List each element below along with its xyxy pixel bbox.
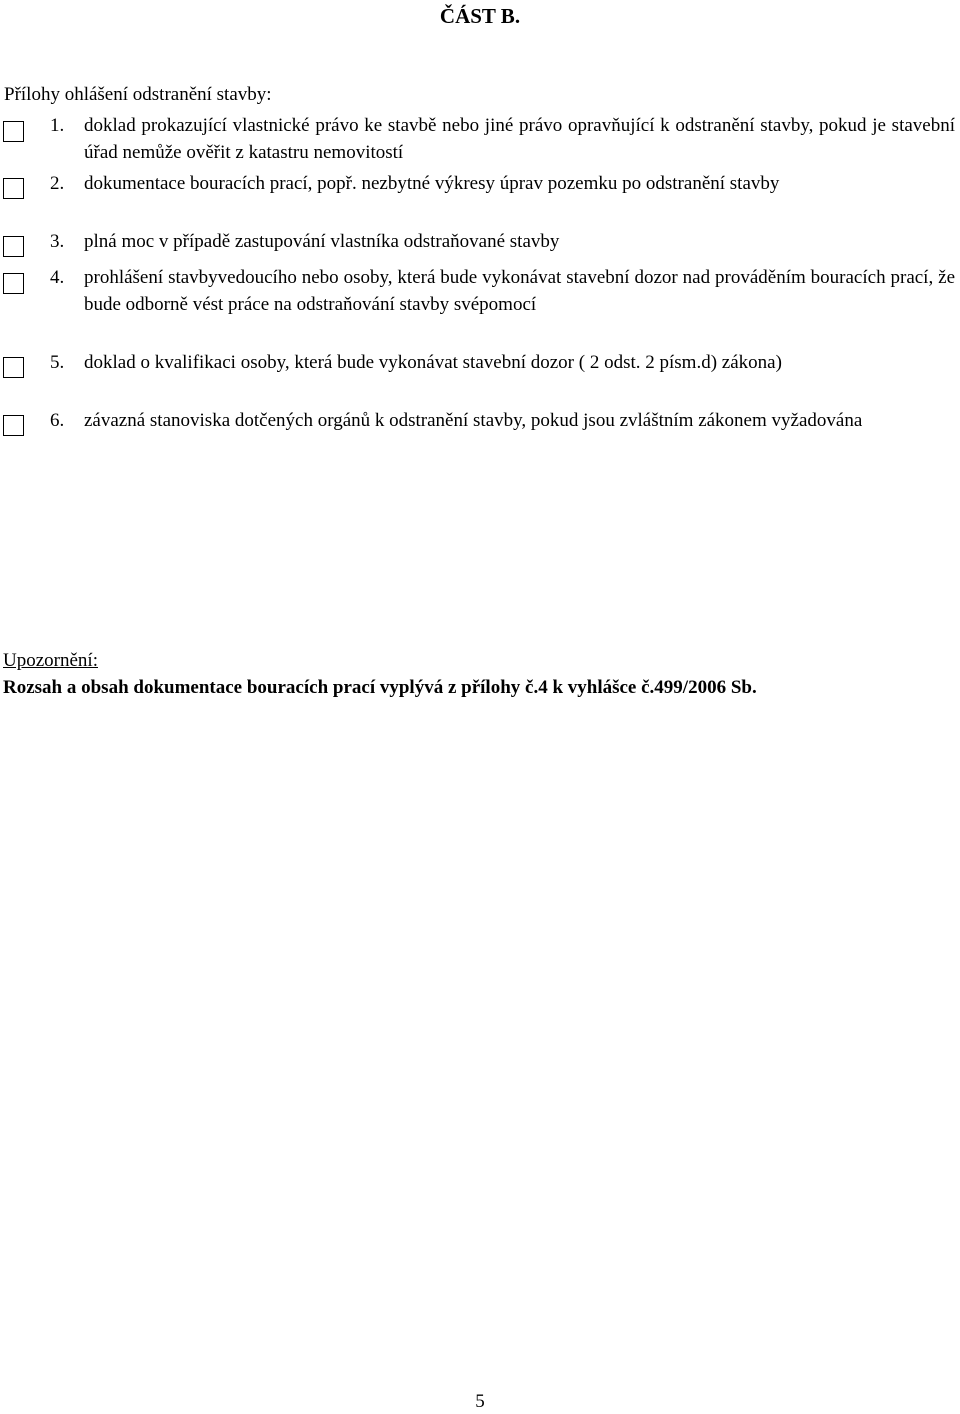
attachment-checkbox-3[interactable]	[3, 236, 24, 257]
attachment-text-5: doklad o kvalifikaci osoby, která bude vykonávat stavební dozor ( 2 odst. 2 písm.d) zákona)	[84, 352, 782, 373]
notice-heading: Upozornění:	[3, 650, 98, 671]
attachment-number-2: 2.	[50, 173, 65, 194]
notice-text: Rozsah a obsah dokumentace bouracích prací vyplývá z přílohy č.4 k vyhlášce č.499/2006 Sb.	[3, 677, 757, 698]
page-number: 5	[475, 1391, 485, 1412]
attachment-number-1: 1.	[50, 115, 65, 136]
attachment-number-3: 3.	[50, 231, 65, 252]
attachment-text-3: plná moc v případě zastupování vlastníka odstraňované stavby	[84, 231, 560, 252]
attachment-checkbox-2[interactable]	[3, 178, 24, 199]
page-title: ČÁST B.	[439, 4, 521, 28]
attachment-text-1: doklad prokazující vlastnické právo ke stavbě nebo jiné právo opravňující k odstranění stavby, pokud je stavební úřad nemůže ověřit z katastru nemovitostí	[84, 115, 955, 163]
attachment-text-4: prohlášení stavbyvedoucího nebo osoby, která bude vykonávat stavební dozor nad prováděním bouracích prací, že bude odborně vést práce na odstraňování stavby svépomocí	[84, 267, 955, 315]
attachment-text-2: dokumentace bouracích prací, popř. nezbytné výkresy úprav pozemku po odstranění stavby	[84, 173, 780, 194]
attachment-number-6: 6.	[50, 410, 65, 431]
attachment-number-5: 5.	[50, 352, 65, 373]
attachment-checkbox-6[interactable]	[3, 415, 24, 436]
attachment-checkbox-1[interactable]	[3, 121, 24, 142]
attachment-number-4: 4.	[50, 267, 65, 288]
attachment-checkbox-5[interactable]	[3, 357, 24, 378]
attachment-text-6: závazná stanoviska dotčených orgánů k odstranění stavby, pokud jsou zvláštním zákonem vyžadována	[84, 410, 863, 431]
attachment-checkbox-4[interactable]	[3, 273, 24, 294]
attachments-heading: Přílohy ohlášení odstranění stavby:	[4, 84, 272, 105]
